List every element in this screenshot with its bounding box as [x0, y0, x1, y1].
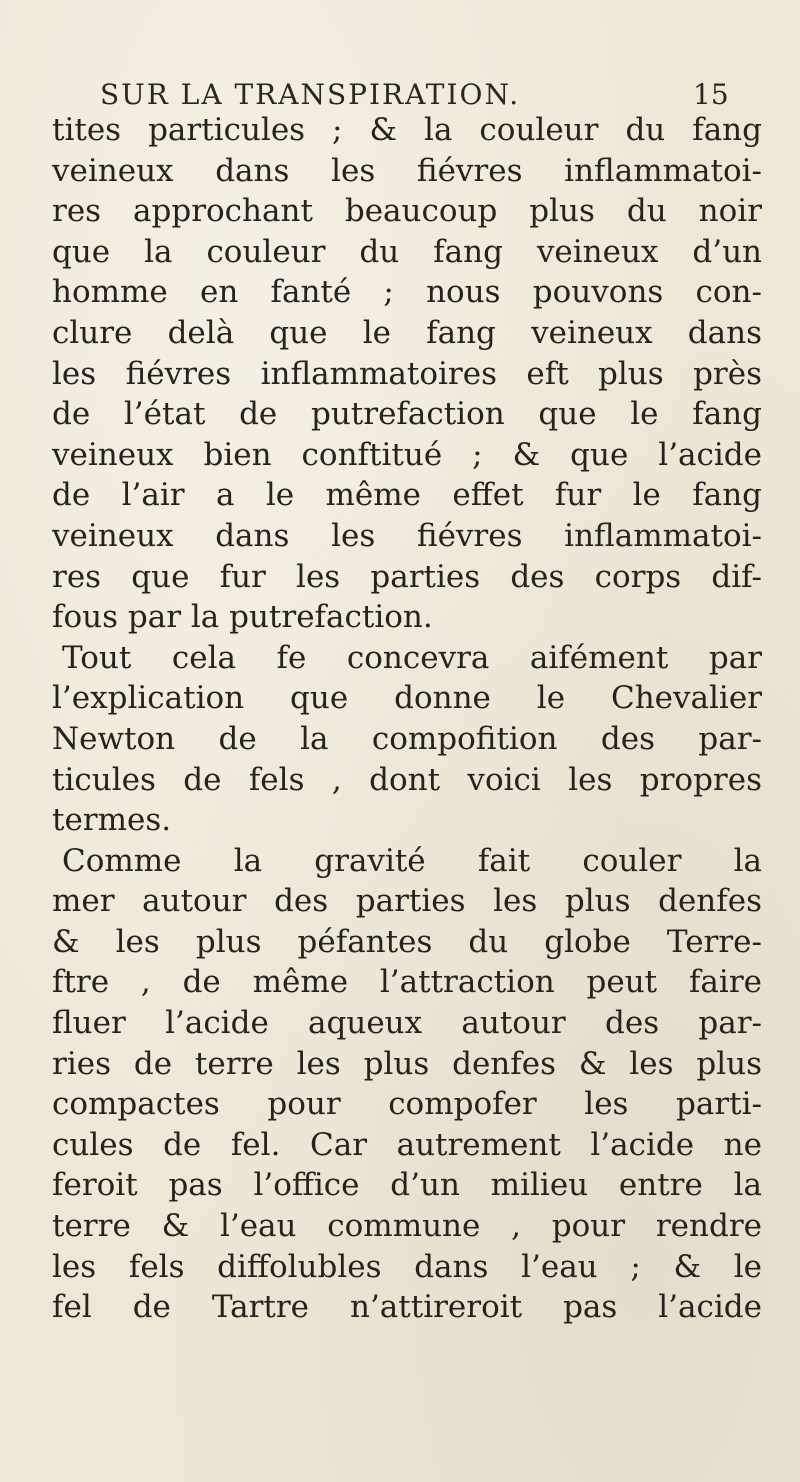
text-line: fous par la putrefaction.	[52, 599, 433, 636]
text-line: ries de terre les plus denfes & les plus	[52, 1045, 762, 1082]
text-line: clure delà que le fang veineux dans	[52, 314, 762, 351]
text-line: de l’état de putrefaction que le fang	[52, 396, 762, 433]
text-line: feroit pas l’office d’un milieu entre la	[52, 1167, 762, 1204]
text-line: que la couleur du fang veineux d’un	[52, 233, 762, 270]
text-line: compactes pour compofer les parti-	[52, 1086, 762, 1123]
text-line: Newton de la compofition des par-	[52, 720, 762, 757]
text-line: terre & l’eau commune , pour rendre	[52, 1208, 762, 1245]
text-line: res que fur les parties des corps dif-	[52, 558, 762, 595]
text-line: l’explication que donne le Chevalier	[52, 680, 762, 717]
text-line: res approchant beaucoup plus du noir	[52, 193, 762, 230]
body-text	[52, 110, 762, 1328]
text-line: fluer l’acide aqueux autour des par-	[52, 1005, 762, 1042]
text-line: veineux bien conftitué ; & que l’acide	[52, 436, 762, 473]
text-line: ticules de fels , dont voici les propres	[52, 761, 762, 798]
text-line: les fels diffolubles dans l’eau ; & le	[52, 1248, 762, 1285]
text-line: termes.	[52, 802, 172, 839]
text-line: Tout cela fe concevra aifément par	[62, 639, 762, 676]
text-line: & les plus péfantes du globe Terre-	[52, 923, 762, 960]
page-number: 15	[693, 78, 729, 111]
text-line: cules de fel. Car autrement l’acide ne	[52, 1126, 762, 1163]
text-line: veineux dans les fiévres inflammatoi-	[52, 152, 762, 189]
text-line: homme en fanté ; nous pouvons con-	[52, 274, 762, 311]
text-line: ftre , de même l’attraction peut faire	[52, 964, 762, 1001]
text-line: mer autour des parties les plus denfes	[52, 883, 762, 920]
text-line: veineux dans les fiévres inflammatoi-	[52, 517, 762, 554]
running-head: SUR LA TRANSPIRATION.	[100, 78, 521, 111]
text-line: de l’air a le même effet fur le fang	[52, 477, 762, 514]
text-line: Comme la gravité fait couler la	[62, 842, 762, 879]
text-line: les fiévres inflammatoires eft plus près	[52, 355, 762, 392]
text-line: tites particules ; & la couleur du fang	[52, 112, 762, 148]
text-line: fel de Tartre n’attireroit pas l’acide	[52, 1289, 762, 1326]
